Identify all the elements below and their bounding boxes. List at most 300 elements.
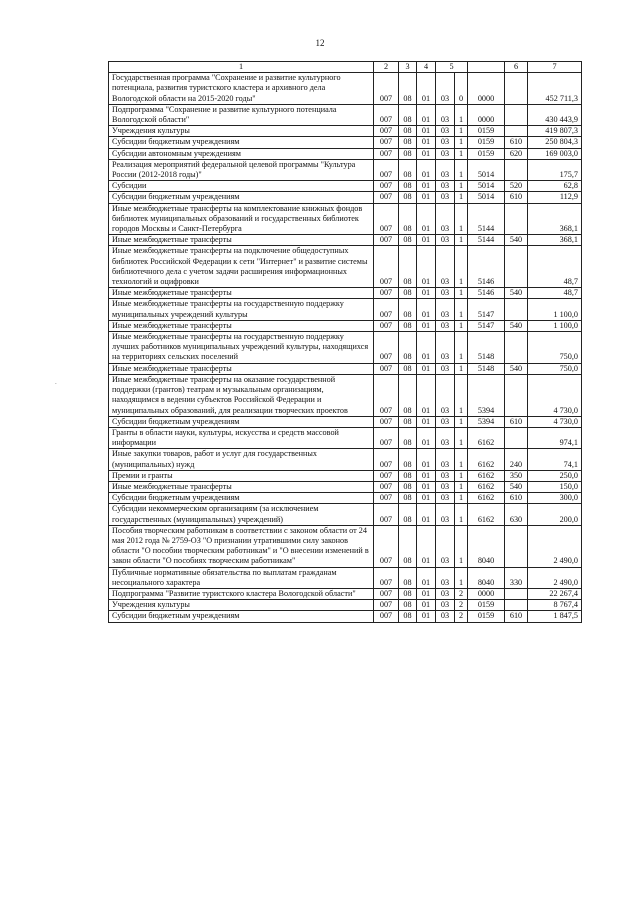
col-code-3: 08 xyxy=(399,588,417,599)
col-code-6: 610 xyxy=(505,493,528,504)
header-col-1: 1 xyxy=(109,62,374,73)
col-code-2: 007 xyxy=(374,427,399,448)
col-code-3: 08 xyxy=(399,611,417,622)
col-code-6: 540 xyxy=(505,363,528,374)
col-code-6: 620 xyxy=(505,148,528,159)
col-amount: 430 443,9 xyxy=(528,104,582,125)
col-code-5c: 0159 xyxy=(468,611,505,622)
col-amount: 8 767,4 xyxy=(528,600,582,611)
col-amount: 452 711,3 xyxy=(528,73,582,105)
col-code-5c: 0159 xyxy=(468,148,505,159)
col-code-5c: 5014 xyxy=(468,181,505,192)
col-code-2: 007 xyxy=(374,288,399,299)
col-code-5a: 03 xyxy=(436,73,455,105)
row-name: Государственная программа "Сохранение и развитие культурного потенциала, развития туристского кластера и архивного дела Вологодской области на 2015-2020 годы" xyxy=(109,73,374,105)
col-amount: 250,0 xyxy=(528,470,582,481)
col-code-2: 007 xyxy=(374,235,399,246)
col-code-4: 01 xyxy=(417,525,436,567)
col-code-5c: 5148 xyxy=(468,363,505,374)
table-row xyxy=(109,374,582,416)
table-row xyxy=(109,203,582,235)
col-code-2: 007 xyxy=(374,246,399,288)
row-name: Субсидии xyxy=(109,181,374,192)
col-code-2: 007 xyxy=(374,181,399,192)
col-code-4: 01 xyxy=(417,73,436,105)
col-code-5b: 1 xyxy=(455,126,468,137)
col-code-5c: 0000 xyxy=(468,104,505,125)
col-code-5b: 1 xyxy=(455,148,468,159)
col-code-5c: 0000 xyxy=(468,588,505,599)
col-code-2: 007 xyxy=(374,148,399,159)
col-code-2: 007 xyxy=(374,470,399,481)
col-code-6: 610 xyxy=(505,192,528,203)
col-code-5a: 03 xyxy=(436,203,455,235)
col-code-5c: 6162 xyxy=(468,449,505,470)
row-name: Субсидии бюджетным учреждениям xyxy=(109,493,374,504)
col-code-5a: 03 xyxy=(436,525,455,567)
col-code-4: 01 xyxy=(417,427,436,448)
col-amount: 62,8 xyxy=(528,181,582,192)
col-code-5c: 5146 xyxy=(468,246,505,288)
col-code-4: 01 xyxy=(417,493,436,504)
col-code-5c: 6162 xyxy=(468,427,505,448)
col-code-6: 630 xyxy=(505,504,528,525)
col-amount: 1 100,0 xyxy=(528,299,582,320)
col-amount: 74,1 xyxy=(528,449,582,470)
col-code-4: 01 xyxy=(417,235,436,246)
col-code-4: 01 xyxy=(417,192,436,203)
row-name: Учреждения культуры xyxy=(109,600,374,611)
col-code-3: 08 xyxy=(399,104,417,125)
table-row xyxy=(109,525,582,567)
col-code-2: 007 xyxy=(374,600,399,611)
header-col-5b xyxy=(468,62,505,73)
col-code-4: 01 xyxy=(417,416,436,427)
col-code-3: 08 xyxy=(399,246,417,288)
col-code-6: 610 xyxy=(505,137,528,148)
col-code-4: 01 xyxy=(417,567,436,588)
col-code-5b: 1 xyxy=(455,332,468,364)
col-code-4: 01 xyxy=(417,104,436,125)
col-code-5b: 1 xyxy=(455,449,468,470)
table-row xyxy=(109,288,582,299)
col-code-3: 08 xyxy=(399,288,417,299)
col-code-2: 007 xyxy=(374,588,399,599)
col-code-3: 08 xyxy=(399,332,417,364)
table-row xyxy=(109,137,582,148)
table-row xyxy=(109,416,582,427)
col-code-2: 007 xyxy=(374,332,399,364)
col-code-3: 08 xyxy=(399,320,417,331)
col-code-2: 007 xyxy=(374,363,399,374)
col-code-5a: 03 xyxy=(436,363,455,374)
col-code-5c: 0159 xyxy=(468,126,505,137)
col-code-2: 007 xyxy=(374,192,399,203)
col-amount: 419 807,3 xyxy=(528,126,582,137)
col-amount: 250 804,3 xyxy=(528,137,582,148)
col-code-2: 007 xyxy=(374,137,399,148)
col-code-5a: 03 xyxy=(436,493,455,504)
col-amount: 2 490,0 xyxy=(528,525,582,567)
row-name: Реализация мероприятий федеральной целевой программы "Культура России (2012-2018 годы)" xyxy=(109,159,374,180)
col-code-5c: 6162 xyxy=(468,504,505,525)
col-code-2: 007 xyxy=(374,203,399,235)
col-code-5a: 03 xyxy=(436,104,455,125)
col-code-5a: 03 xyxy=(436,181,455,192)
col-code-4: 01 xyxy=(417,588,436,599)
budget-table xyxy=(108,61,582,623)
row-name: Гранты в области науки, культуры, искусства и средств массовой информации xyxy=(109,427,374,448)
table-row xyxy=(109,181,582,192)
col-code-5a: 03 xyxy=(436,235,455,246)
col-code-5b: 1 xyxy=(455,299,468,320)
page-number: 12 xyxy=(315,38,325,48)
col-code-6 xyxy=(505,159,528,180)
col-code-2: 007 xyxy=(374,126,399,137)
table-row xyxy=(109,504,582,525)
table-row xyxy=(109,427,582,448)
col-code-5c: 6162 xyxy=(468,470,505,481)
col-code-5b: 1 xyxy=(455,181,468,192)
col-code-5a: 03 xyxy=(436,588,455,599)
col-code-3: 08 xyxy=(399,600,417,611)
col-code-4: 01 xyxy=(417,363,436,374)
col-code-5a: 03 xyxy=(436,159,455,180)
table-row xyxy=(109,320,582,331)
col-code-5a: 03 xyxy=(436,192,455,203)
col-code-5b: 1 xyxy=(455,363,468,374)
col-code-4: 01 xyxy=(417,504,436,525)
col-code-6: 330 xyxy=(505,567,528,588)
col-code-2: 007 xyxy=(374,449,399,470)
col-code-4: 01 xyxy=(417,481,436,492)
row-name: Иные межбюджетные трансферты на подключение общедоступных библиотек Российской Федерации к сети "Интернет" и развитие системы библиотечного дела с учетом задачи расширения информационных технологий и оцифровки xyxy=(109,246,374,288)
table-header-row xyxy=(109,62,582,73)
col-amount: 175,7 xyxy=(528,159,582,180)
col-code-5c: 5014 xyxy=(468,159,505,180)
table-row xyxy=(109,159,582,180)
col-code-5b: 1 xyxy=(455,159,468,180)
col-amount: 22 267,4 xyxy=(528,588,582,599)
table-row xyxy=(109,567,582,588)
col-amount: 2 490,0 xyxy=(528,567,582,588)
col-amount: 200,0 xyxy=(528,504,582,525)
col-code-3: 08 xyxy=(399,181,417,192)
col-amount: 150,0 xyxy=(528,481,582,492)
col-code-5a: 03 xyxy=(436,416,455,427)
table-row xyxy=(109,148,582,159)
col-amount: 368,1 xyxy=(528,235,582,246)
col-code-6 xyxy=(505,246,528,288)
col-code-5c: 0159 xyxy=(468,600,505,611)
col-code-5b: 1 xyxy=(455,504,468,525)
col-code-6: 540 xyxy=(505,320,528,331)
col-code-2: 007 xyxy=(374,611,399,622)
row-name: Субсидии бюджетным учреждениям xyxy=(109,137,374,148)
col-code-5a: 03 xyxy=(436,288,455,299)
col-code-5b: 1 xyxy=(455,104,468,125)
col-code-4: 01 xyxy=(417,320,436,331)
stray-mark: . xyxy=(55,378,57,386)
col-code-5b: 2 xyxy=(455,600,468,611)
col-code-6: 520 xyxy=(505,181,528,192)
header-col-7: 7 xyxy=(528,62,582,73)
col-code-4: 01 xyxy=(417,181,436,192)
row-name: Иные межбюджетные трансферты xyxy=(109,320,374,331)
col-code-2: 007 xyxy=(374,374,399,416)
col-code-5c: 8040 xyxy=(468,567,505,588)
row-name: Субсидии автономным учреждениям xyxy=(109,148,374,159)
col-code-5a: 03 xyxy=(436,611,455,622)
table-row xyxy=(109,600,582,611)
row-name: Иные межбюджетные трансферты xyxy=(109,288,374,299)
col-code-6: 540 xyxy=(505,235,528,246)
col-code-5b: 0 xyxy=(455,73,468,105)
col-code-5c: 5014 xyxy=(468,192,505,203)
col-code-3: 08 xyxy=(399,73,417,105)
col-code-6 xyxy=(505,600,528,611)
col-code-6: 350 xyxy=(505,470,528,481)
header-col-4: 4 xyxy=(417,62,436,73)
col-code-4: 01 xyxy=(417,470,436,481)
col-code-3: 08 xyxy=(399,235,417,246)
col-code-6 xyxy=(505,427,528,448)
col-code-5b: 2 xyxy=(455,588,468,599)
row-name: Иные межбюджетные трансферты на комплектование книжных фондов библиотек муниципальных образований и государственных библиотек городов Москвы и Санкт-Петербурга xyxy=(109,203,374,235)
col-amount: 169 003,0 xyxy=(528,148,582,159)
col-amount: 1 100,0 xyxy=(528,320,582,331)
col-amount: 4 730,0 xyxy=(528,416,582,427)
col-amount: 48,7 xyxy=(528,246,582,288)
col-code-6: 610 xyxy=(505,416,528,427)
col-code-5a: 03 xyxy=(436,137,455,148)
col-code-5b: 1 xyxy=(455,525,468,567)
col-code-4: 01 xyxy=(417,288,436,299)
table-row xyxy=(109,449,582,470)
col-code-5c: 6162 xyxy=(468,493,505,504)
col-code-5b: 1 xyxy=(455,320,468,331)
col-amount: 750,0 xyxy=(528,363,582,374)
row-name: Иные межбюджетные трансферты на государственную поддержку муниципальных учреждений культуры xyxy=(109,299,374,320)
col-code-5b: 1 xyxy=(455,416,468,427)
row-name: Пособия творческим работникам в соответствии с законом области от 24 мая 2012 года № 2759-ОЗ "О признании утратившими силу законов области "О пособии творческим работникам" и "О внесении изменений в закон области "О пособиях творческим работникам" xyxy=(109,525,374,567)
col-code-6: 540 xyxy=(505,288,528,299)
row-name: Иные межбюджетные трансферты на государственную поддержку лучших работников муниципальных учреждений культуры, находящихся на территориях сельских поселений xyxy=(109,332,374,364)
col-code-6: 610 xyxy=(505,611,528,622)
col-code-5a: 03 xyxy=(436,332,455,364)
table-row xyxy=(109,332,582,364)
col-code-3: 08 xyxy=(399,567,417,588)
row-name: Иные межбюджетные трансферты xyxy=(109,235,374,246)
col-amount: 750,0 xyxy=(528,332,582,364)
col-code-5c: 5147 xyxy=(468,299,505,320)
col-code-4: 01 xyxy=(417,137,436,148)
col-code-5b: 2 xyxy=(455,611,468,622)
col-code-5a: 03 xyxy=(436,504,455,525)
table-row xyxy=(109,104,582,125)
col-code-5c: 5148 xyxy=(468,332,505,364)
col-code-3: 08 xyxy=(399,137,417,148)
col-code-2: 007 xyxy=(374,320,399,331)
col-code-3: 08 xyxy=(399,481,417,492)
col-code-5a: 03 xyxy=(436,427,455,448)
col-code-5b: 1 xyxy=(455,470,468,481)
col-code-5a: 03 xyxy=(436,126,455,137)
col-code-6 xyxy=(505,203,528,235)
col-code-2: 007 xyxy=(374,159,399,180)
table-row xyxy=(109,481,582,492)
col-code-5a: 03 xyxy=(436,449,455,470)
col-code-2: 007 xyxy=(374,299,399,320)
col-code-2: 007 xyxy=(374,567,399,588)
col-code-5b: 1 xyxy=(455,235,468,246)
col-code-3: 08 xyxy=(399,203,417,235)
col-code-5c: 5144 xyxy=(468,203,505,235)
col-code-3: 08 xyxy=(399,363,417,374)
row-name: Субсидии бюджетным учреждениям xyxy=(109,416,374,427)
row-name: Иные межбюджетные трансферты на оказание государственной поддержки (грантов) театрам и музыкальным организациям, находящимся в ведении субъектов Российской Федерации и муниципальных образований, для реализации творческих проектов xyxy=(109,374,374,416)
table-row xyxy=(109,126,582,137)
row-name: Иные закупки товаров, работ и услуг для государственных (муниципальных) нужд xyxy=(109,449,374,470)
table-row xyxy=(109,493,582,504)
col-code-4: 01 xyxy=(417,332,436,364)
header-col-6: 6 xyxy=(505,62,528,73)
col-code-4: 01 xyxy=(417,203,436,235)
col-code-5c: 5144 xyxy=(468,235,505,246)
col-code-5a: 03 xyxy=(436,299,455,320)
row-name: Учреждения культуры xyxy=(109,126,374,137)
col-code-2: 007 xyxy=(374,493,399,504)
col-code-3: 08 xyxy=(399,470,417,481)
col-code-5b: 1 xyxy=(455,246,468,288)
col-code-5a: 03 xyxy=(436,246,455,288)
col-amount: 300,0 xyxy=(528,493,582,504)
header-col-5: 5 xyxy=(436,62,468,73)
col-code-4: 01 xyxy=(417,148,436,159)
col-code-2: 007 xyxy=(374,525,399,567)
col-code-6 xyxy=(505,374,528,416)
col-code-5a: 03 xyxy=(436,481,455,492)
col-code-5c: 0000 xyxy=(468,73,505,105)
row-name: Публичные нормативные обязательства по выплатам гражданам несоциального характера xyxy=(109,567,374,588)
row-name: Подпрограмма "Сохранение и развитие культурного потенциала Вологодской области" xyxy=(109,104,374,125)
col-code-4: 01 xyxy=(417,126,436,137)
col-code-3: 08 xyxy=(399,504,417,525)
col-code-3: 08 xyxy=(399,148,417,159)
table-row xyxy=(109,470,582,481)
col-amount: 368,1 xyxy=(528,203,582,235)
col-code-5c: 6162 xyxy=(468,481,505,492)
col-code-6 xyxy=(505,525,528,567)
row-name: Субсидии бюджетным учреждениям xyxy=(109,192,374,203)
col-code-4: 01 xyxy=(417,299,436,320)
row-name: Иные межбюджетные трансферты xyxy=(109,363,374,374)
col-amount: 974,1 xyxy=(528,427,582,448)
col-code-6: 240 xyxy=(505,449,528,470)
col-code-4: 01 xyxy=(417,159,436,180)
col-code-5a: 03 xyxy=(436,320,455,331)
col-code-6 xyxy=(505,73,528,105)
col-amount: 4 730,0 xyxy=(528,374,582,416)
col-code-2: 007 xyxy=(374,416,399,427)
col-code-5c: 5147 xyxy=(468,320,505,331)
col-code-5b: 1 xyxy=(455,192,468,203)
col-code-3: 08 xyxy=(399,159,417,180)
col-code-5b: 1 xyxy=(455,493,468,504)
col-code-3: 08 xyxy=(399,525,417,567)
row-name: Подпрограмма "Развитие туристского кластера Вологодской области" xyxy=(109,588,374,599)
col-code-3: 08 xyxy=(399,493,417,504)
row-name: Иные межбюджетные трансферты xyxy=(109,481,374,492)
col-code-6 xyxy=(505,126,528,137)
col-code-2: 007 xyxy=(374,504,399,525)
col-code-6 xyxy=(505,299,528,320)
table-row xyxy=(109,588,582,599)
col-code-6 xyxy=(505,332,528,364)
col-amount: 48,7 xyxy=(528,288,582,299)
col-code-6 xyxy=(505,104,528,125)
col-code-2: 007 xyxy=(374,481,399,492)
col-code-5b: 1 xyxy=(455,137,468,148)
col-code-3: 08 xyxy=(399,299,417,320)
col-code-5b: 1 xyxy=(455,203,468,235)
col-code-5a: 03 xyxy=(436,567,455,588)
col-code-4: 01 xyxy=(417,611,436,622)
table-row xyxy=(109,363,582,374)
col-amount: 1 847,5 xyxy=(528,611,582,622)
col-code-6: 540 xyxy=(505,481,528,492)
table-row xyxy=(109,299,582,320)
header-col-3: 3 xyxy=(399,62,417,73)
col-code-5c: 0159 xyxy=(468,137,505,148)
row-name: Премии и гранты xyxy=(109,470,374,481)
col-amount: 112,9 xyxy=(528,192,582,203)
col-code-3: 08 xyxy=(399,416,417,427)
col-code-6 xyxy=(505,588,528,599)
col-code-5b: 1 xyxy=(455,374,468,416)
col-code-5b: 1 xyxy=(455,288,468,299)
col-code-3: 08 xyxy=(399,427,417,448)
col-code-3: 08 xyxy=(399,192,417,203)
row-name: Субсидии бюджетным учреждениям xyxy=(109,611,374,622)
col-code-4: 01 xyxy=(417,600,436,611)
table-row xyxy=(109,246,582,288)
col-code-5c: 5394 xyxy=(468,416,505,427)
col-code-5a: 03 xyxy=(436,470,455,481)
col-code-3: 08 xyxy=(399,374,417,416)
col-code-5a: 03 xyxy=(436,148,455,159)
col-code-5b: 1 xyxy=(455,567,468,588)
table-row xyxy=(109,611,582,622)
col-code-2: 007 xyxy=(374,73,399,105)
row-name: Субсидии некоммерческим организациям (за исключением государственных (муниципальных) учреждений) xyxy=(109,504,374,525)
col-code-3: 08 xyxy=(399,449,417,470)
col-code-5b: 1 xyxy=(455,481,468,492)
col-code-5c: 8040 xyxy=(468,525,505,567)
table-row xyxy=(109,73,582,105)
col-code-3: 08 xyxy=(399,126,417,137)
col-code-5c: 5394 xyxy=(468,374,505,416)
col-code-4: 01 xyxy=(417,449,436,470)
col-code-5a: 03 xyxy=(436,374,455,416)
col-code-5a: 03 xyxy=(436,600,455,611)
col-code-5b: 1 xyxy=(455,427,468,448)
table-row xyxy=(109,235,582,246)
col-code-5c: 5146 xyxy=(468,288,505,299)
col-code-2: 007 xyxy=(374,104,399,125)
table-row xyxy=(109,192,582,203)
col-code-4: 01 xyxy=(417,246,436,288)
